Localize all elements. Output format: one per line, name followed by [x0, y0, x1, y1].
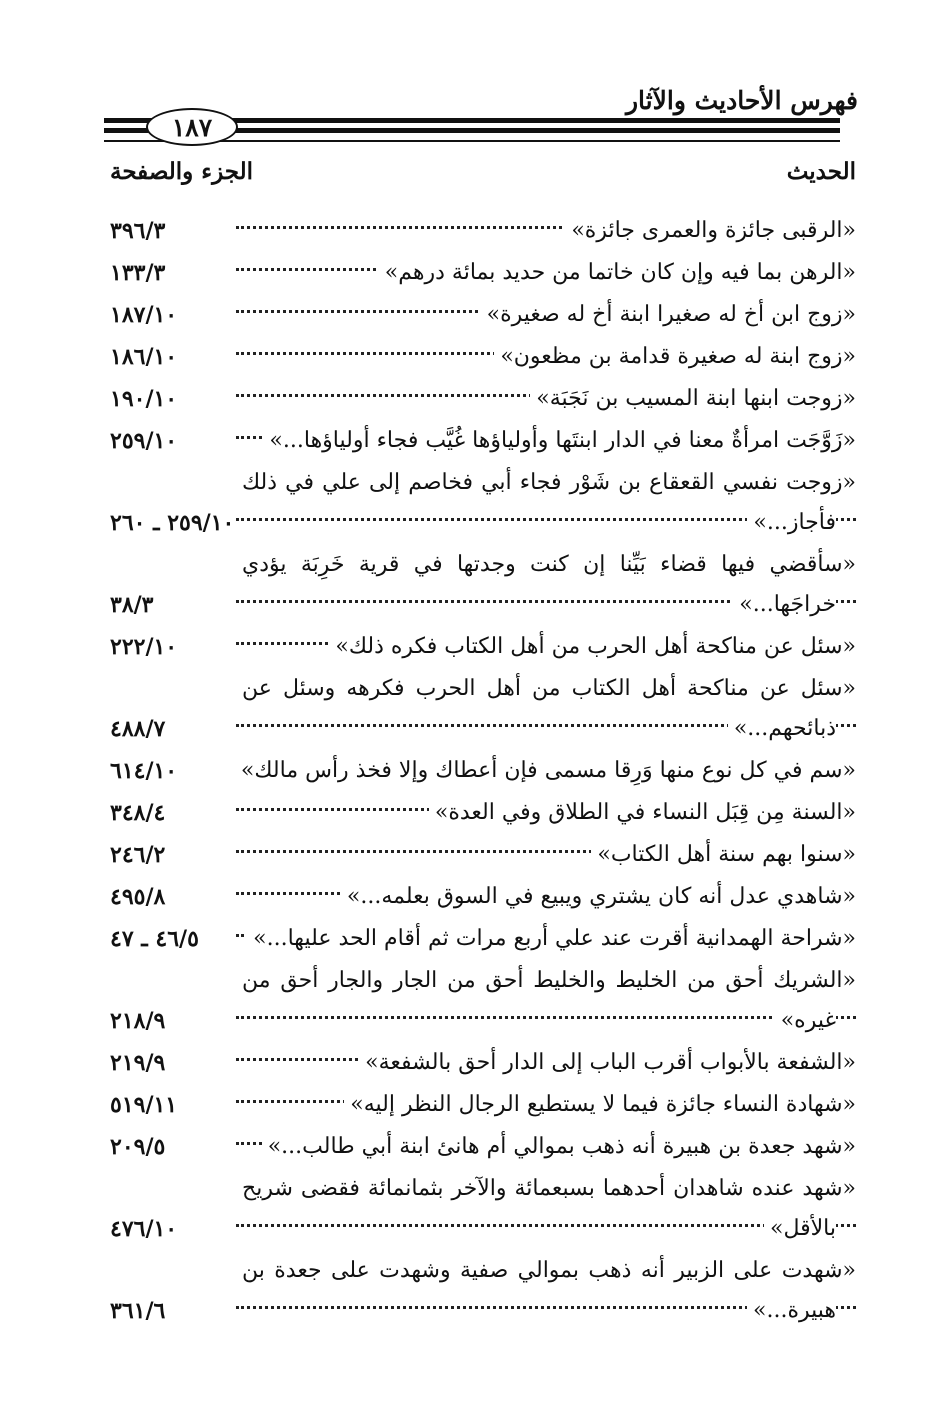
entry-text: «زوجت ابنها ابنة المسيب بن نَجَبَة»	[530, 386, 856, 411]
entry-reference: ١٨٦/١٠	[110, 344, 178, 370]
entry-text-line	[236, 880, 856, 918]
entry-text: «شاهدي عدل أنه كان يشتري ويبيع في السوق بعلمه...»	[341, 884, 856, 909]
entry-reference: ٢٤٦/٢	[110, 842, 166, 868]
entry-reference: ٤٦/٥ ـ ٤٧	[110, 926, 199, 952]
entry-text-line	[236, 214, 856, 252]
entry-reference: ٣٦١/٦	[110, 1298, 166, 1324]
entry-text-line	[236, 796, 856, 834]
entry-text: «الشريك أحق من الخليط والخليط أحق من الجار والجار أحق من	[236, 968, 856, 993]
entry-text-line	[236, 1088, 856, 1126]
entry-text: «زوج ابن أخ له صغيرا ابنة أخ له صغيرة»	[481, 302, 856, 327]
entry-reference: ٣٨/٣	[110, 592, 154, 618]
entry-reference: ٢٠٩/٥	[110, 1134, 166, 1160]
entry-continuation: بالأقل»	[764, 1216, 836, 1241]
entry-text: «سئل عن مناكحة أهل الحرب من أهل الكتاب فكره ذلك»	[329, 634, 856, 659]
entry-text: «زوجت نفسي القعقاع بن شَوْر فجاء أبي فخاصم إلى علي في ذلك	[236, 470, 856, 495]
entry-reference: ٣٩٦/٣	[110, 218, 166, 244]
entry-text-line	[236, 548, 856, 586]
entry-text-line	[236, 754, 856, 792]
entry-reference: ٦١٤/١٠	[110, 758, 178, 784]
entry-text-line	[236, 922, 856, 960]
entry-reference: ١٨٧/١٠	[110, 302, 178, 328]
entry-text-line	[236, 466, 856, 504]
column-header-hadith: الحديث	[786, 158, 856, 185]
entry-text: «شهادة النساء جائزة فيما لا يستطيع الرجال النظر إليه»	[344, 1092, 856, 1117]
entry-continuation: غيره»	[775, 1008, 836, 1033]
entry-continuation-line	[236, 506, 856, 544]
entry-text-line	[236, 838, 856, 876]
column-header-volume-page: الجزء والصفحة	[110, 158, 254, 185]
entry-continuation-line	[236, 588, 856, 626]
entry-text: «شراحة الهمدانية أقرت عند علي أربع مرات ثم أقام الحد عليها...»	[247, 926, 856, 951]
entry-text-line	[236, 1172, 856, 1210]
entry-reference: ٢١٨/٩	[110, 1008, 166, 1034]
entry-reference: ٤٨٨/٧	[110, 716, 166, 742]
entry-text-line	[236, 382, 856, 420]
entry-text-line	[236, 1046, 856, 1084]
entry-text-line	[236, 1130, 856, 1168]
entry-continuation: هبيرة...»	[747, 1298, 836, 1323]
entry-continuation: ذبائحهم...»	[728, 716, 836, 741]
entry-continuation-line	[236, 1004, 856, 1042]
entry-text: «سأقضي فيها قضاء بَيِّنا إن كنت وجدتها في قرية خَرِبَة يؤدي	[236, 552, 856, 577]
entry-reference: ٤٩٥/٨	[110, 884, 166, 910]
entry-text-line	[236, 672, 856, 710]
entry-text: «سم في كل نوع منها وَرِقا مسمى فإن أعطاك وإلا فخذ رأس مالك»	[236, 758, 856, 783]
entry-continuation-line	[236, 1294, 856, 1332]
entry-text: «شهد جعدة بن هبيرة أنه ذهب بموالي أم هانئ ابنة أبي طالب...»	[262, 1134, 856, 1159]
entry-reference: ٢٥٩/١٠	[110, 428, 178, 454]
entry-continuation-line	[236, 1212, 856, 1250]
entry-continuation-line	[236, 712, 856, 750]
entry-text-line	[236, 630, 856, 668]
entry-text-line	[236, 340, 856, 378]
entry-reference: ٢١٩/٩	[110, 1050, 166, 1076]
entry-text: «شهدت على الزبير أنه ذهب بموالي صفية وشهدت على جعدة بن	[236, 1258, 856, 1283]
entry-continuation: فأجاز...»	[747, 510, 836, 535]
entry-text: «الرقبى جائزة والعمرى جائزة»	[565, 218, 856, 243]
entry-text-line	[236, 256, 856, 294]
entry-reference: ٣٤٨/٤	[110, 800, 166, 826]
entry-reference: ٤٧٦/١٠	[110, 1216, 178, 1242]
entry-text: «الرهن بما فيه وإن كان خاتما من حديد بمائة درهم»	[379, 260, 856, 285]
entry-text: «شهد عنده شاهدان أحدهما بسبعمائة والآخر بثمانمائة فقضى شريح	[236, 1176, 856, 1201]
entry-reference: ٥١٩/١١	[110, 1092, 178, 1118]
entry-reference: ١٩٠/١٠	[110, 386, 178, 412]
entry-text-line	[236, 424, 856, 462]
entry-text-line	[236, 964, 856, 1002]
entry-text-line	[236, 1254, 856, 1292]
entry-continuation: خراجَها...»	[733, 592, 836, 617]
entry-text: «السنة مِن قِبَل النساء في الطلاق وفي العدة»	[429, 800, 856, 825]
entry-text-line	[236, 298, 856, 336]
entry-reference: ٢٥٩/١٠ ـ ٢٦٠	[110, 510, 235, 536]
entry-text: «الشفعة بالأبواب أقرب الباب إلى الدار أحق بالشفعة»	[359, 1050, 856, 1075]
entry-text: «سنوا بهم سنة أهل الكتاب»	[591, 842, 856, 867]
page-number: ١٨٧	[146, 108, 238, 146]
entry-text: «زَوَّجَت امرأةٌ معنا في الدار ابنتَها وأولياؤها غُيَّب فجاء أولياؤها...»	[263, 428, 856, 453]
entry-reference: ٢٢٢/١٠	[110, 634, 178, 660]
entry-text: «زوج ابنة له صغيرة قدامة بن مظعون»	[494, 344, 856, 369]
running-title: فهرس الأحاديث والآثار	[625, 86, 858, 115]
entry-text: «سئل عن مناكحة أهل الكتاب من أهل الحرب فكرهه وسئل عن	[236, 676, 856, 701]
entry-reference: ١٣٣/٣	[110, 260, 166, 286]
